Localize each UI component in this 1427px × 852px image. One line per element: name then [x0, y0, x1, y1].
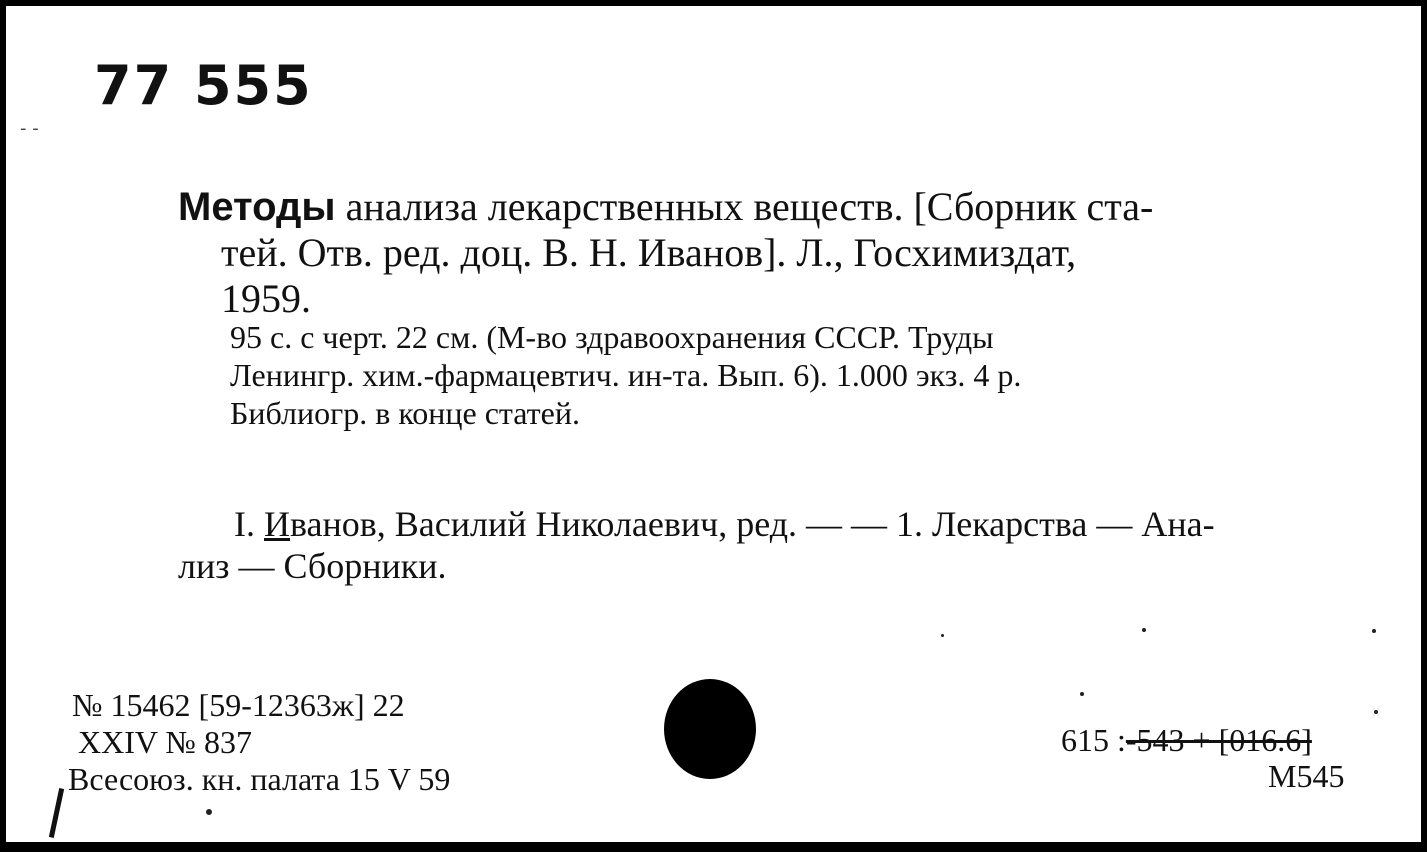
speck — [1080, 692, 1084, 696]
tracing-underlined-letter: И — [264, 504, 290, 544]
classification-prefix: 615 : — [1061, 722, 1126, 758]
title-text: анализа лекарственных веществ. [Сборник ста- — [335, 184, 1154, 229]
handwritten-number: 77 555 — [94, 54, 313, 117]
footer-left-line-2: XXIV № 837 — [78, 724, 252, 760]
title-line-2: тей. Отв. ред. доц. В. Н. Иванов]. Л., Госхимиздат, — [221, 230, 1077, 275]
title-line-1 — [178, 184, 1153, 230]
description-line-1: 95 с. с черт. 22 см. (М-во здравоохранения СССР. Труды — [230, 319, 994, 355]
speck — [941, 634, 944, 637]
title-line-3: 1959. — [221, 276, 311, 321]
footer-left-line-1: № 15462 [59-12363ж] 22 — [72, 687, 405, 723]
speck — [1372, 629, 1376, 633]
speck — [1374, 710, 1378, 714]
classification-struck: -543 + [016.6] — [1125, 722, 1312, 758]
speck — [1142, 628, 1146, 632]
description-line-2: Ленингр. хим.-фармацевтич. ин-та. Вып. 6). 1.000 экз. 4 р. — [230, 357, 1022, 393]
footer-left-line-3: Всесоюз. кн. палата 15 V 59 — [68, 761, 451, 797]
pen-mark — [49, 788, 64, 838]
tracing-prefix: I. — [234, 504, 264, 544]
punch-hole — [664, 679, 756, 779]
tracing-text: ванов, Василий Николаевич, ред. — — 1. Лекарства — Ана- — [290, 504, 1215, 544]
tracing-line-1 — [234, 503, 1215, 545]
tracing-line-2: лиз — Сборники. — [178, 546, 447, 586]
title-keyword: Методы — [178, 185, 336, 229]
speck — [206, 809, 212, 815]
call-number: M545 — [1268, 758, 1345, 794]
classification-number — [1061, 722, 1312, 759]
margin-mark: - - — [20, 118, 39, 139]
description-line-3: Библиогр. в конце статей. — [230, 395, 580, 431]
